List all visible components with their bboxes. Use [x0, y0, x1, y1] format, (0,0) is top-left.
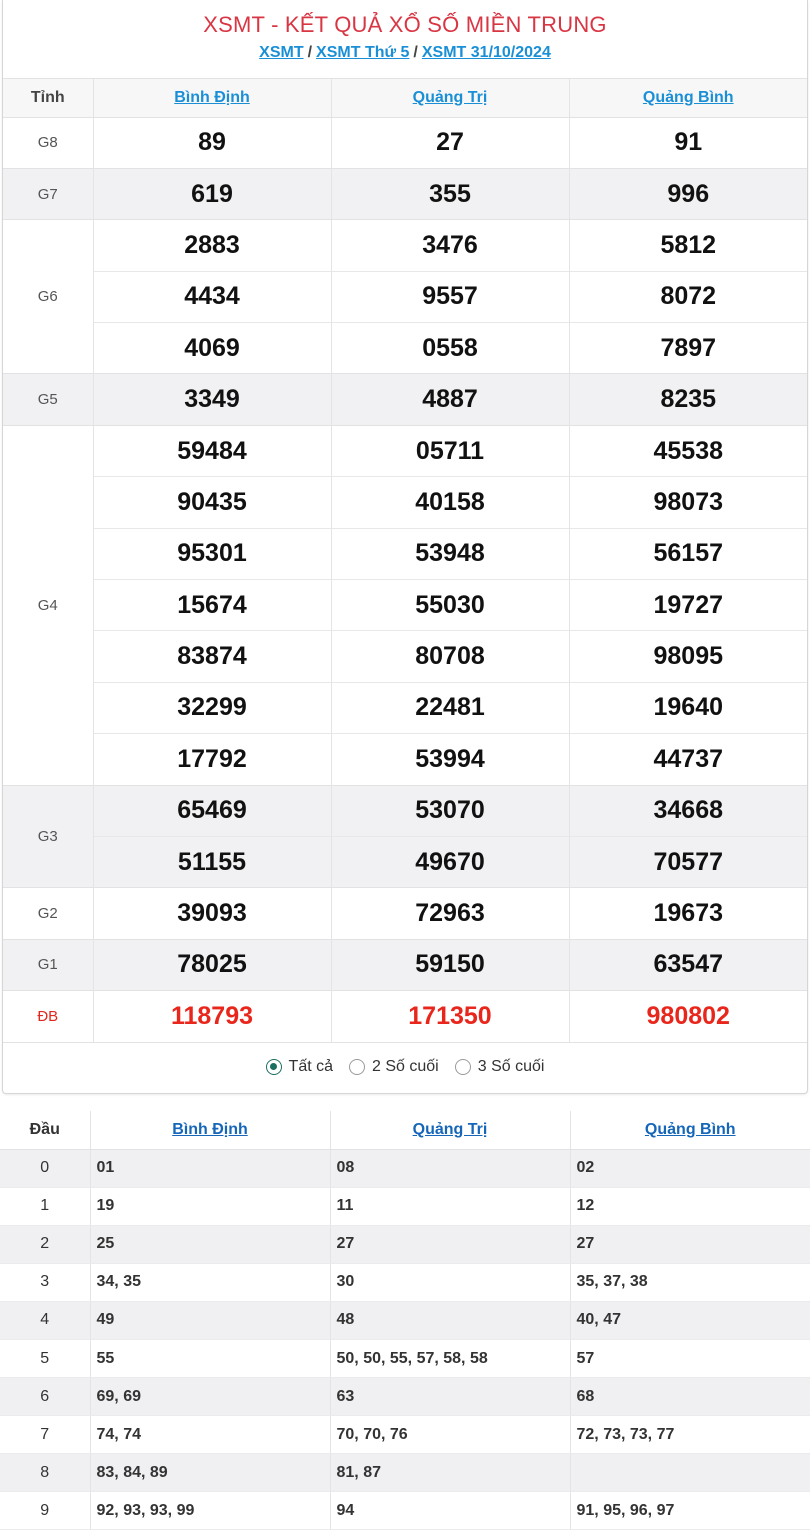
loto-row — [0, 1225, 810, 1263]
province-link[interactable]: Bình Định — [174, 88, 250, 106]
results-table — [3, 79, 807, 1042]
loto-row — [0, 1263, 810, 1301]
prize-number: 59150 — [331, 939, 569, 990]
prize-row — [3, 836, 807, 887]
special-prize-number: 171350 — [331, 991, 569, 1042]
prize-row — [3, 580, 807, 631]
prize-number: 51155 — [93, 836, 331, 887]
prize-row — [3, 734, 807, 785]
loto-values: 83, 84, 89 — [90, 1454, 330, 1492]
prize-number: 4434 — [93, 271, 331, 322]
prize-number: 5812 — [569, 220, 807, 271]
prize-number: 22481 — [331, 682, 569, 733]
prize-row — [3, 374, 807, 425]
column-header-province — [570, 1111, 810, 1149]
prize-number: 91 — [569, 117, 807, 168]
filter-option[interactable] — [349, 1058, 439, 1076]
prize-number: 05711 — [331, 425, 569, 476]
province-link[interactable]: Quảng Bình — [644, 1120, 736, 1138]
loto-values: 27 — [330, 1225, 570, 1263]
loto-values: 72, 73, 73, 77 — [570, 1416, 810, 1454]
prize-number: 19640 — [569, 682, 807, 733]
results-header-row — [3, 79, 807, 117]
loto-values: 70, 70, 76 — [330, 1416, 570, 1454]
prize-row — [3, 323, 807, 374]
loto-row — [0, 1149, 810, 1187]
prize-number: 40158 — [331, 477, 569, 528]
prize-row — [3, 991, 807, 1042]
prize-number: 32299 — [93, 682, 331, 733]
prize-number: 49670 — [331, 836, 569, 887]
loto-values: 40, 47 — [570, 1301, 810, 1339]
prize-label: G2 — [3, 888, 93, 939]
prize-label: G4 — [3, 425, 93, 785]
breadcrumb — [3, 44, 807, 62]
loto-values: 27 — [570, 1225, 810, 1263]
breadcrumb-link-xsmt[interactable]: XSMT — [259, 44, 304, 61]
prize-number: 4069 — [93, 323, 331, 374]
loto-head-digit: 2 — [0, 1225, 90, 1263]
loto-values: 01 — [90, 1149, 330, 1187]
prize-number: 619 — [93, 168, 331, 219]
prize-row — [3, 939, 807, 990]
prize-number: 3349 — [93, 374, 331, 425]
prize-row — [3, 168, 807, 219]
loto-head-digit: 6 — [0, 1378, 90, 1416]
prize-row — [3, 631, 807, 682]
prize-number: 19727 — [569, 580, 807, 631]
loto-values: 94 — [330, 1492, 570, 1530]
prize-number: 15674 — [93, 580, 331, 631]
prize-number: 3476 — [331, 220, 569, 271]
prize-row — [3, 220, 807, 271]
radio-button-icon[interactable] — [455, 1059, 471, 1075]
loto-values: 19 — [90, 1187, 330, 1225]
prize-row — [3, 477, 807, 528]
prize-label: G8 — [3, 117, 93, 168]
loto-values: 35, 37, 38 — [570, 1263, 810, 1301]
prize-number: 55030 — [331, 580, 569, 631]
loto-row — [0, 1301, 810, 1339]
prize-row — [3, 528, 807, 579]
prize-number: 98073 — [569, 477, 807, 528]
prize-number: 2883 — [93, 220, 331, 271]
loto-values: 74, 74 — [90, 1416, 330, 1454]
prize-row — [3, 785, 807, 836]
column-header-province — [93, 79, 331, 117]
prize-number: 8235 — [569, 374, 807, 425]
province-link[interactable]: Quảng Trị — [412, 88, 488, 106]
loto-row — [0, 1416, 810, 1454]
page-title: XSMT - KẾT QUẢ XỔ SỐ MIỀN TRUNG — [203, 12, 607, 37]
prize-number: 98095 — [569, 631, 807, 682]
column-header-dau: Đầu — [0, 1111, 90, 1149]
loto-values: 11 — [330, 1187, 570, 1225]
prize-number: 355 — [331, 168, 569, 219]
prize-number: 0558 — [331, 323, 569, 374]
loto-values: 69, 69 — [90, 1378, 330, 1416]
loto-values: 55 — [90, 1339, 330, 1377]
breadcrumb-separator: / — [307, 44, 313, 61]
prize-number: 45538 — [569, 425, 807, 476]
radio-button-icon[interactable] — [266, 1059, 282, 1075]
loto-table — [0, 1111, 810, 1530]
prize-number: 7897 — [569, 323, 807, 374]
prize-label: G5 — [3, 374, 93, 425]
prize-number: 90435 — [93, 477, 331, 528]
loto-head-digit: 1 — [0, 1187, 90, 1225]
loto-row — [0, 1454, 810, 1492]
breadcrumb-link-weekday[interactable]: XSMT Thứ 5 — [316, 44, 410, 61]
filter-option[interactable] — [455, 1058, 545, 1076]
loto-values: 49 — [90, 1301, 330, 1339]
prize-number: 8072 — [569, 271, 807, 322]
prize-row — [3, 888, 807, 939]
loto-values: 08 — [330, 1149, 570, 1187]
prize-label: ĐB — [3, 991, 93, 1042]
prize-number: 80708 — [331, 631, 569, 682]
loto-head-digit: 5 — [0, 1339, 90, 1377]
prize-row — [3, 682, 807, 733]
prize-label: G1 — [3, 939, 93, 990]
loto-head-digit: 9 — [0, 1492, 90, 1530]
prize-number: 89 — [93, 117, 331, 168]
prize-row — [3, 271, 807, 322]
prize-row — [3, 425, 807, 476]
column-header-province — [569, 79, 807, 117]
filter-option-label: 3 Số cuối — [477, 1058, 545, 1076]
prize-number: 19673 — [569, 888, 807, 939]
loto-values: 12 — [570, 1187, 810, 1225]
prize-number: 70577 — [569, 836, 807, 887]
prize-number: 39093 — [93, 888, 331, 939]
special-prize-number: 980802 — [569, 991, 807, 1042]
column-header-province — [331, 79, 569, 117]
loto-values: 02 — [570, 1149, 810, 1187]
prize-number: 95301 — [93, 528, 331, 579]
prize-number: 34668 — [569, 785, 807, 836]
filter-option-label: 2 Số cuối — [372, 1058, 439, 1076]
prize-number: 53994 — [331, 734, 569, 785]
province-link[interactable]: Quảng Trị — [412, 1120, 488, 1138]
filter-option-label: Tất cả — [288, 1058, 334, 1076]
column-header-tinh: Tỉnh — [3, 79, 93, 117]
loto-values — [570, 1454, 810, 1492]
prize-number: 72963 — [331, 888, 569, 939]
prize-label: G7 — [3, 168, 93, 219]
loto-row — [0, 1187, 810, 1225]
prize-number: 9557 — [331, 271, 569, 322]
province-link[interactable]: Quảng Bình — [642, 88, 734, 106]
prize-number: 996 — [569, 168, 807, 219]
loto-values: 48 — [330, 1301, 570, 1339]
loto-head-digit: 4 — [0, 1301, 90, 1339]
loto-values: 30 — [330, 1263, 570, 1301]
column-header-province — [90, 1111, 330, 1149]
loto-values: 91, 95, 96, 97 — [570, 1492, 810, 1530]
breadcrumb-separator: / — [413, 44, 418, 61]
prize-number: 65469 — [93, 785, 331, 836]
prize-number: 78025 — [93, 939, 331, 990]
prize-label: G3 — [3, 785, 93, 888]
prize-number: 4887 — [331, 374, 569, 425]
loto-values: 34, 35 — [90, 1263, 330, 1301]
special-prize-number: 118793 — [93, 991, 331, 1042]
prize-number: 63547 — [569, 939, 807, 990]
prize-number: 17792 — [93, 734, 331, 785]
prize-number: 53948 — [331, 528, 569, 579]
column-header-province — [330, 1111, 570, 1149]
results-card — [2, 0, 808, 1094]
loto-head-digit: 8 — [0, 1454, 90, 1492]
loto-values: 63 — [330, 1378, 570, 1416]
loto-values: 68 — [570, 1378, 810, 1416]
digit-filter — [3, 1042, 807, 1091]
loto-body — [0, 1149, 810, 1530]
loto-row — [0, 1339, 810, 1377]
loto-values: 81, 87 — [330, 1454, 570, 1492]
loto-head-digit: 3 — [0, 1263, 90, 1301]
prize-row — [3, 117, 807, 168]
loto-header-row — [0, 1111, 810, 1149]
prize-number: 44737 — [569, 734, 807, 785]
loto-section — [0, 1111, 810, 1530]
loto-head-digit: 7 — [0, 1416, 90, 1454]
prize-number: 83874 — [93, 631, 331, 682]
loto-row — [0, 1492, 810, 1530]
prize-number: 59484 — [93, 425, 331, 476]
loto-row — [0, 1378, 810, 1416]
results-body — [3, 117, 807, 1042]
prize-number: 53070 — [331, 785, 569, 836]
province-link[interactable]: Bình Định — [172, 1120, 248, 1138]
breadcrumb-link-date[interactable]: XSMT 31/10/2024 — [421, 44, 551, 61]
filter-option[interactable] — [266, 1058, 333, 1076]
prize-label: G6 — [3, 220, 93, 374]
prize-number: 27 — [331, 117, 569, 168]
loto-values: 92, 93, 93, 99 — [90, 1492, 330, 1530]
loto-values: 25 — [90, 1225, 330, 1263]
loto-values: 50, 50, 55, 57, 58, 58 — [330, 1339, 570, 1377]
prize-number: 56157 — [569, 528, 807, 579]
radio-button-icon[interactable] — [349, 1059, 365, 1075]
loto-values: 57 — [570, 1339, 810, 1377]
results-header — [3, 0, 807, 79]
loto-head-digit: 0 — [0, 1149, 90, 1187]
